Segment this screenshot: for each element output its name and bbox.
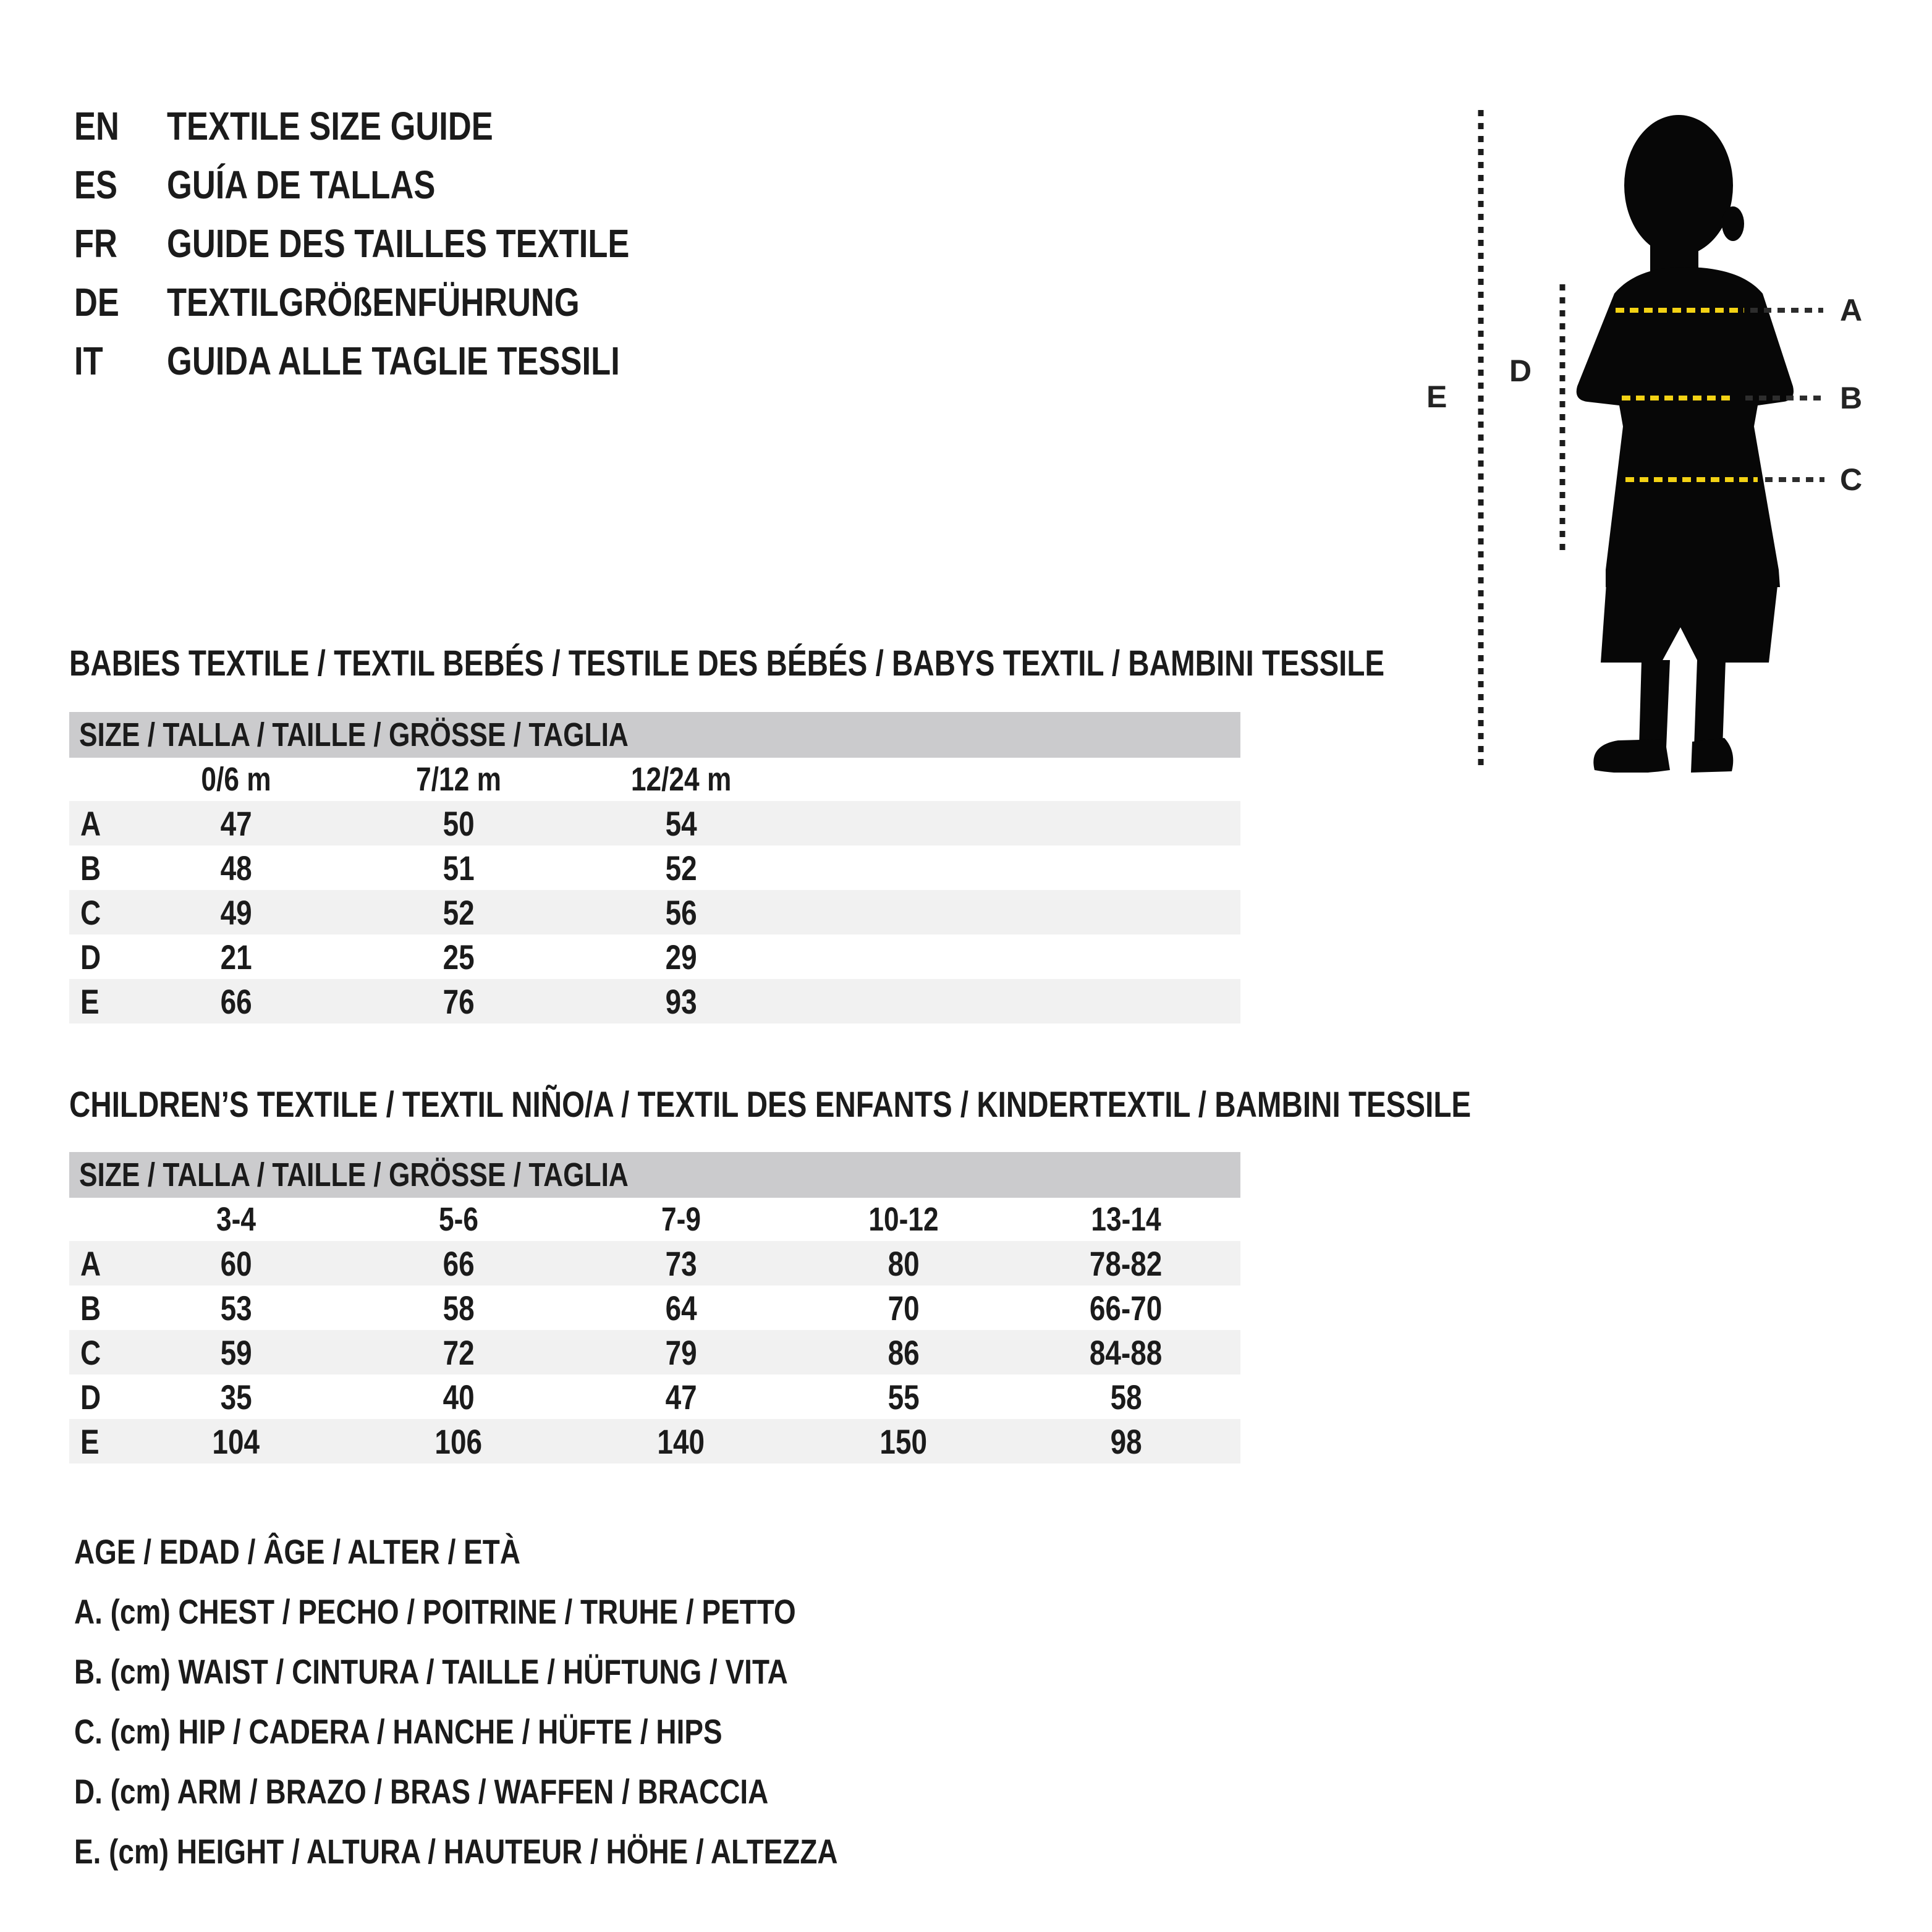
table-row [69, 845, 1240, 890]
cell-text: 53 [220, 1288, 252, 1328]
cell [792, 1421, 1015, 1462]
lang-row-en [74, 96, 731, 155]
column-header [1015, 1200, 1237, 1239]
cell-text: 52 [665, 848, 697, 888]
cell [570, 848, 792, 888]
cell-text: 79 [665, 1332, 697, 1372]
cell [792, 1377, 1015, 1417]
table-row [69, 1286, 1240, 1330]
cell [1015, 1421, 1237, 1462]
cell [125, 803, 347, 844]
cell [1015, 1332, 1237, 1373]
lang-title-text: GUIDA ALLE TAGLIE TESSILI [167, 338, 620, 383]
row-label [69, 1288, 125, 1328]
cell [347, 1288, 570, 1328]
children-size-header-bar [69, 1152, 1240, 1198]
column-header-text: 7-9 [661, 1201, 701, 1238]
babies-column-header-row [69, 758, 1240, 801]
cell-text: 21 [220, 937, 252, 977]
cell [570, 1332, 792, 1373]
cell-text: 72 [443, 1332, 475, 1372]
cell [347, 803, 570, 844]
cell [792, 1244, 1015, 1284]
cell [125, 892, 347, 933]
legend-text: D. (cm) ARM / BRAZO / BRAS / WAFFEN / BRACCIA [74, 1772, 769, 1811]
children-size-header-text: SIZE / TALLA / TAILLE / GRÖSSE / TAGLIA [79, 1156, 629, 1193]
cell [792, 1332, 1015, 1373]
lang-title [167, 338, 719, 384]
cell-text: 98 [1110, 1421, 1142, 1461]
legend-line-age [74, 1522, 1006, 1582]
row-label [69, 1332, 125, 1373]
cell [125, 937, 347, 977]
cell [570, 892, 792, 933]
lang-title-text: TEXTILGRÖßENFÜHRUNG [167, 279, 580, 324]
lang-title [167, 162, 494, 208]
column-header [125, 1200, 347, 1239]
cell [1015, 1244, 1237, 1284]
cell-text: 58 [443, 1288, 475, 1328]
cell [347, 1332, 570, 1373]
column-header-text: 10-12 [868, 1201, 939, 1238]
legend-line-waist [74, 1642, 1006, 1701]
cell [570, 981, 792, 1022]
cell-text: 106 [434, 1421, 483, 1461]
row-label [69, 892, 125, 933]
cell [1015, 1288, 1237, 1328]
cell-text: 78-82 [1090, 1244, 1163, 1283]
label-hip-c: C [1840, 462, 1863, 497]
cell [570, 937, 792, 977]
cell [347, 981, 570, 1022]
language-header [74, 96, 731, 390]
cell-text: 60 [220, 1244, 252, 1283]
cell-text: 49 [220, 892, 252, 932]
lang-row-de [74, 273, 731, 331]
lang-code-text: IT [74, 338, 103, 383]
row-label [69, 981, 125, 1022]
children-section-title-text: CHILDREN’S TEXTILE / TEXTIL NIÑO/A / TEXTIL DES ENFANTS / KINDERTEXTIL / BAMBINI TESSILE [69, 1085, 1472, 1125]
children-column-header-row [69, 1198, 1240, 1241]
lang-title [167, 279, 670, 325]
cell-text: 93 [665, 981, 697, 1021]
cell [125, 1377, 347, 1417]
label-arm-d: D [1509, 354, 1532, 388]
row-label-text: D [80, 1377, 101, 1417]
lang-code-text: ES [74, 162, 118, 207]
cell-text: 47 [220, 803, 252, 843]
lang-title [167, 221, 731, 266]
row-label [69, 1421, 125, 1462]
lang-title [167, 103, 565, 149]
cell-text: 25 [443, 937, 475, 977]
lang-row-es [74, 155, 731, 214]
children-size-table [69, 1152, 1240, 1464]
cell [125, 848, 347, 888]
babies-table-rows [69, 801, 1240, 1023]
row-label [69, 848, 125, 888]
cell [347, 1421, 570, 1462]
cell-text: 52 [443, 892, 475, 932]
cell-text: 58 [1110, 1377, 1142, 1417]
row-label [69, 1244, 125, 1284]
lang-row-it [74, 331, 731, 390]
legend-text: C. (cm) HIP / CADERA / HANCHE / HÜFTE / HIPS [74, 1712, 722, 1751]
column-header-text: 13-14 [1091, 1201, 1161, 1238]
cell-text: 66 [443, 1244, 475, 1283]
babies-size-header-bar [69, 712, 1240, 758]
row-label-text: B [80, 848, 101, 888]
lang-code [74, 279, 167, 325]
row-label-text: E [80, 1421, 100, 1461]
cell [125, 1332, 347, 1373]
cell-text: 51 [443, 848, 475, 888]
cell [347, 1377, 570, 1417]
cell [125, 1288, 347, 1328]
legend-text: B. (cm) WAIST / CINTURA / TAILLE / HÜFTUNG / VITA [74, 1652, 788, 1691]
column-header-text: 12/24 m [630, 761, 732, 798]
row-label-text: A [80, 803, 101, 843]
cell-text: 55 [888, 1377, 920, 1417]
cell [570, 1377, 792, 1417]
lang-title-text: TEXTILE SIZE GUIDE [167, 103, 493, 148]
column-header-text: 0/6 m [201, 761, 271, 798]
cell [347, 937, 570, 977]
cell [792, 1288, 1015, 1328]
row-label-text: A [80, 1244, 101, 1283]
cell-text: 86 [888, 1332, 920, 1372]
table-row [69, 801, 1240, 845]
cell [570, 1244, 792, 1284]
table-row [69, 1241, 1240, 1286]
legend-line-height [74, 1821, 1006, 1881]
cell-text: 54 [665, 803, 697, 843]
cell [347, 892, 570, 933]
cell-text: 48 [220, 848, 252, 888]
legend-text: E. (cm) HEIGHT / ALTURA / HAUTEUR / HÖHE / ALTEZZA [74, 1832, 838, 1871]
cell-text: 56 [665, 892, 697, 932]
babies-section-title [69, 642, 1673, 686]
column-header-text: 7/12 m [416, 761, 501, 798]
cell-text: 76 [443, 981, 475, 1021]
babies-section-title-text: BABIES TEXTILE / TEXTIL BEBÉS / TESTILE DES BÉBÉS / BABYS TEXTIL / BAMBINI TESSILE [69, 643, 1385, 684]
lang-title-text: GUIDE DES TAILLES TEXTILE [167, 221, 630, 266]
cell [570, 1421, 792, 1462]
cell [125, 1421, 347, 1462]
children-table-rows [69, 1241, 1240, 1464]
row-label [69, 937, 125, 977]
row-label-text: D [80, 937, 101, 977]
table-row [69, 890, 1240, 934]
cell [1015, 1377, 1237, 1417]
cell-text: 80 [888, 1244, 920, 1283]
cell [570, 803, 792, 844]
column-header [792, 1200, 1015, 1239]
table-row [69, 1330, 1240, 1375]
legend-text: AGE / EDAD / ÂGE / ALTER / ETÀ [74, 1532, 521, 1571]
lang-code [74, 103, 167, 149]
cell-text: 104 [212, 1421, 260, 1461]
cell-text: 29 [665, 937, 697, 977]
legend-line-arm [74, 1761, 1006, 1821]
column-header [570, 760, 792, 799]
lang-code-text: EN [74, 103, 119, 148]
label-chest-a: A [1840, 293, 1863, 328]
lang-code-text: DE [74, 279, 119, 324]
row-label-text: C [80, 892, 101, 932]
row-label-text: B [80, 1288, 101, 1328]
column-header [570, 1200, 792, 1239]
lang-code [74, 162, 167, 208]
cell-text: 73 [665, 1244, 697, 1283]
row-label [69, 803, 125, 844]
babies-size-header-text: SIZE / TALLA / TAILLE / GRÖSSE / TAGLIA [79, 716, 629, 753]
cell-text: 84-88 [1090, 1332, 1163, 1372]
cell-text: 140 [657, 1421, 705, 1461]
lang-code [74, 221, 167, 266]
table-row [69, 979, 1240, 1023]
column-header [347, 760, 570, 799]
cell-text: 150 [879, 1421, 928, 1461]
children-section-title [69, 1083, 1779, 1127]
cell-text: 64 [665, 1288, 697, 1328]
cell [347, 1244, 570, 1284]
table-row [69, 1419, 1240, 1464]
cell-text: 59 [220, 1332, 252, 1372]
measurement-legend [74, 1522, 1006, 1881]
legend-text: A. (cm) CHEST / PECHO / POITRINE / TRUHE / PETTO [74, 1592, 796, 1631]
column-header [347, 1200, 570, 1239]
row-label-text: E [80, 981, 100, 1021]
lang-code-text: FR [74, 221, 117, 266]
table-row [69, 934, 1240, 979]
cell [347, 848, 570, 888]
column-header-text: 5-6 [438, 1201, 478, 1238]
legend-line-hip [74, 1701, 1006, 1761]
lang-row-fr [74, 214, 731, 273]
cell-text: 50 [443, 803, 475, 843]
cell [125, 981, 347, 1022]
lang-code [74, 338, 167, 384]
column-header [125, 760, 347, 799]
cell-text: 35 [220, 1377, 252, 1417]
cell-text: 47 [665, 1377, 697, 1417]
babies-size-table [69, 712, 1240, 1023]
row-label [69, 1377, 125, 1417]
legend-line-chest [74, 1582, 1006, 1642]
cell [125, 1244, 347, 1284]
lang-title-text: GUÍA DE TALLAS [167, 162, 436, 207]
cell-text: 40 [443, 1377, 475, 1417]
label-height-e: E [1426, 379, 1447, 414]
row-label-text: C [80, 1332, 101, 1372]
table-row [69, 1375, 1240, 1419]
cell-text: 66-70 [1090, 1288, 1163, 1328]
label-waist-b: B [1840, 381, 1863, 415]
cell-text: 70 [888, 1288, 920, 1328]
cell-text: 66 [220, 981, 252, 1021]
column-header-text: 3-4 [216, 1201, 256, 1238]
cell [570, 1288, 792, 1328]
